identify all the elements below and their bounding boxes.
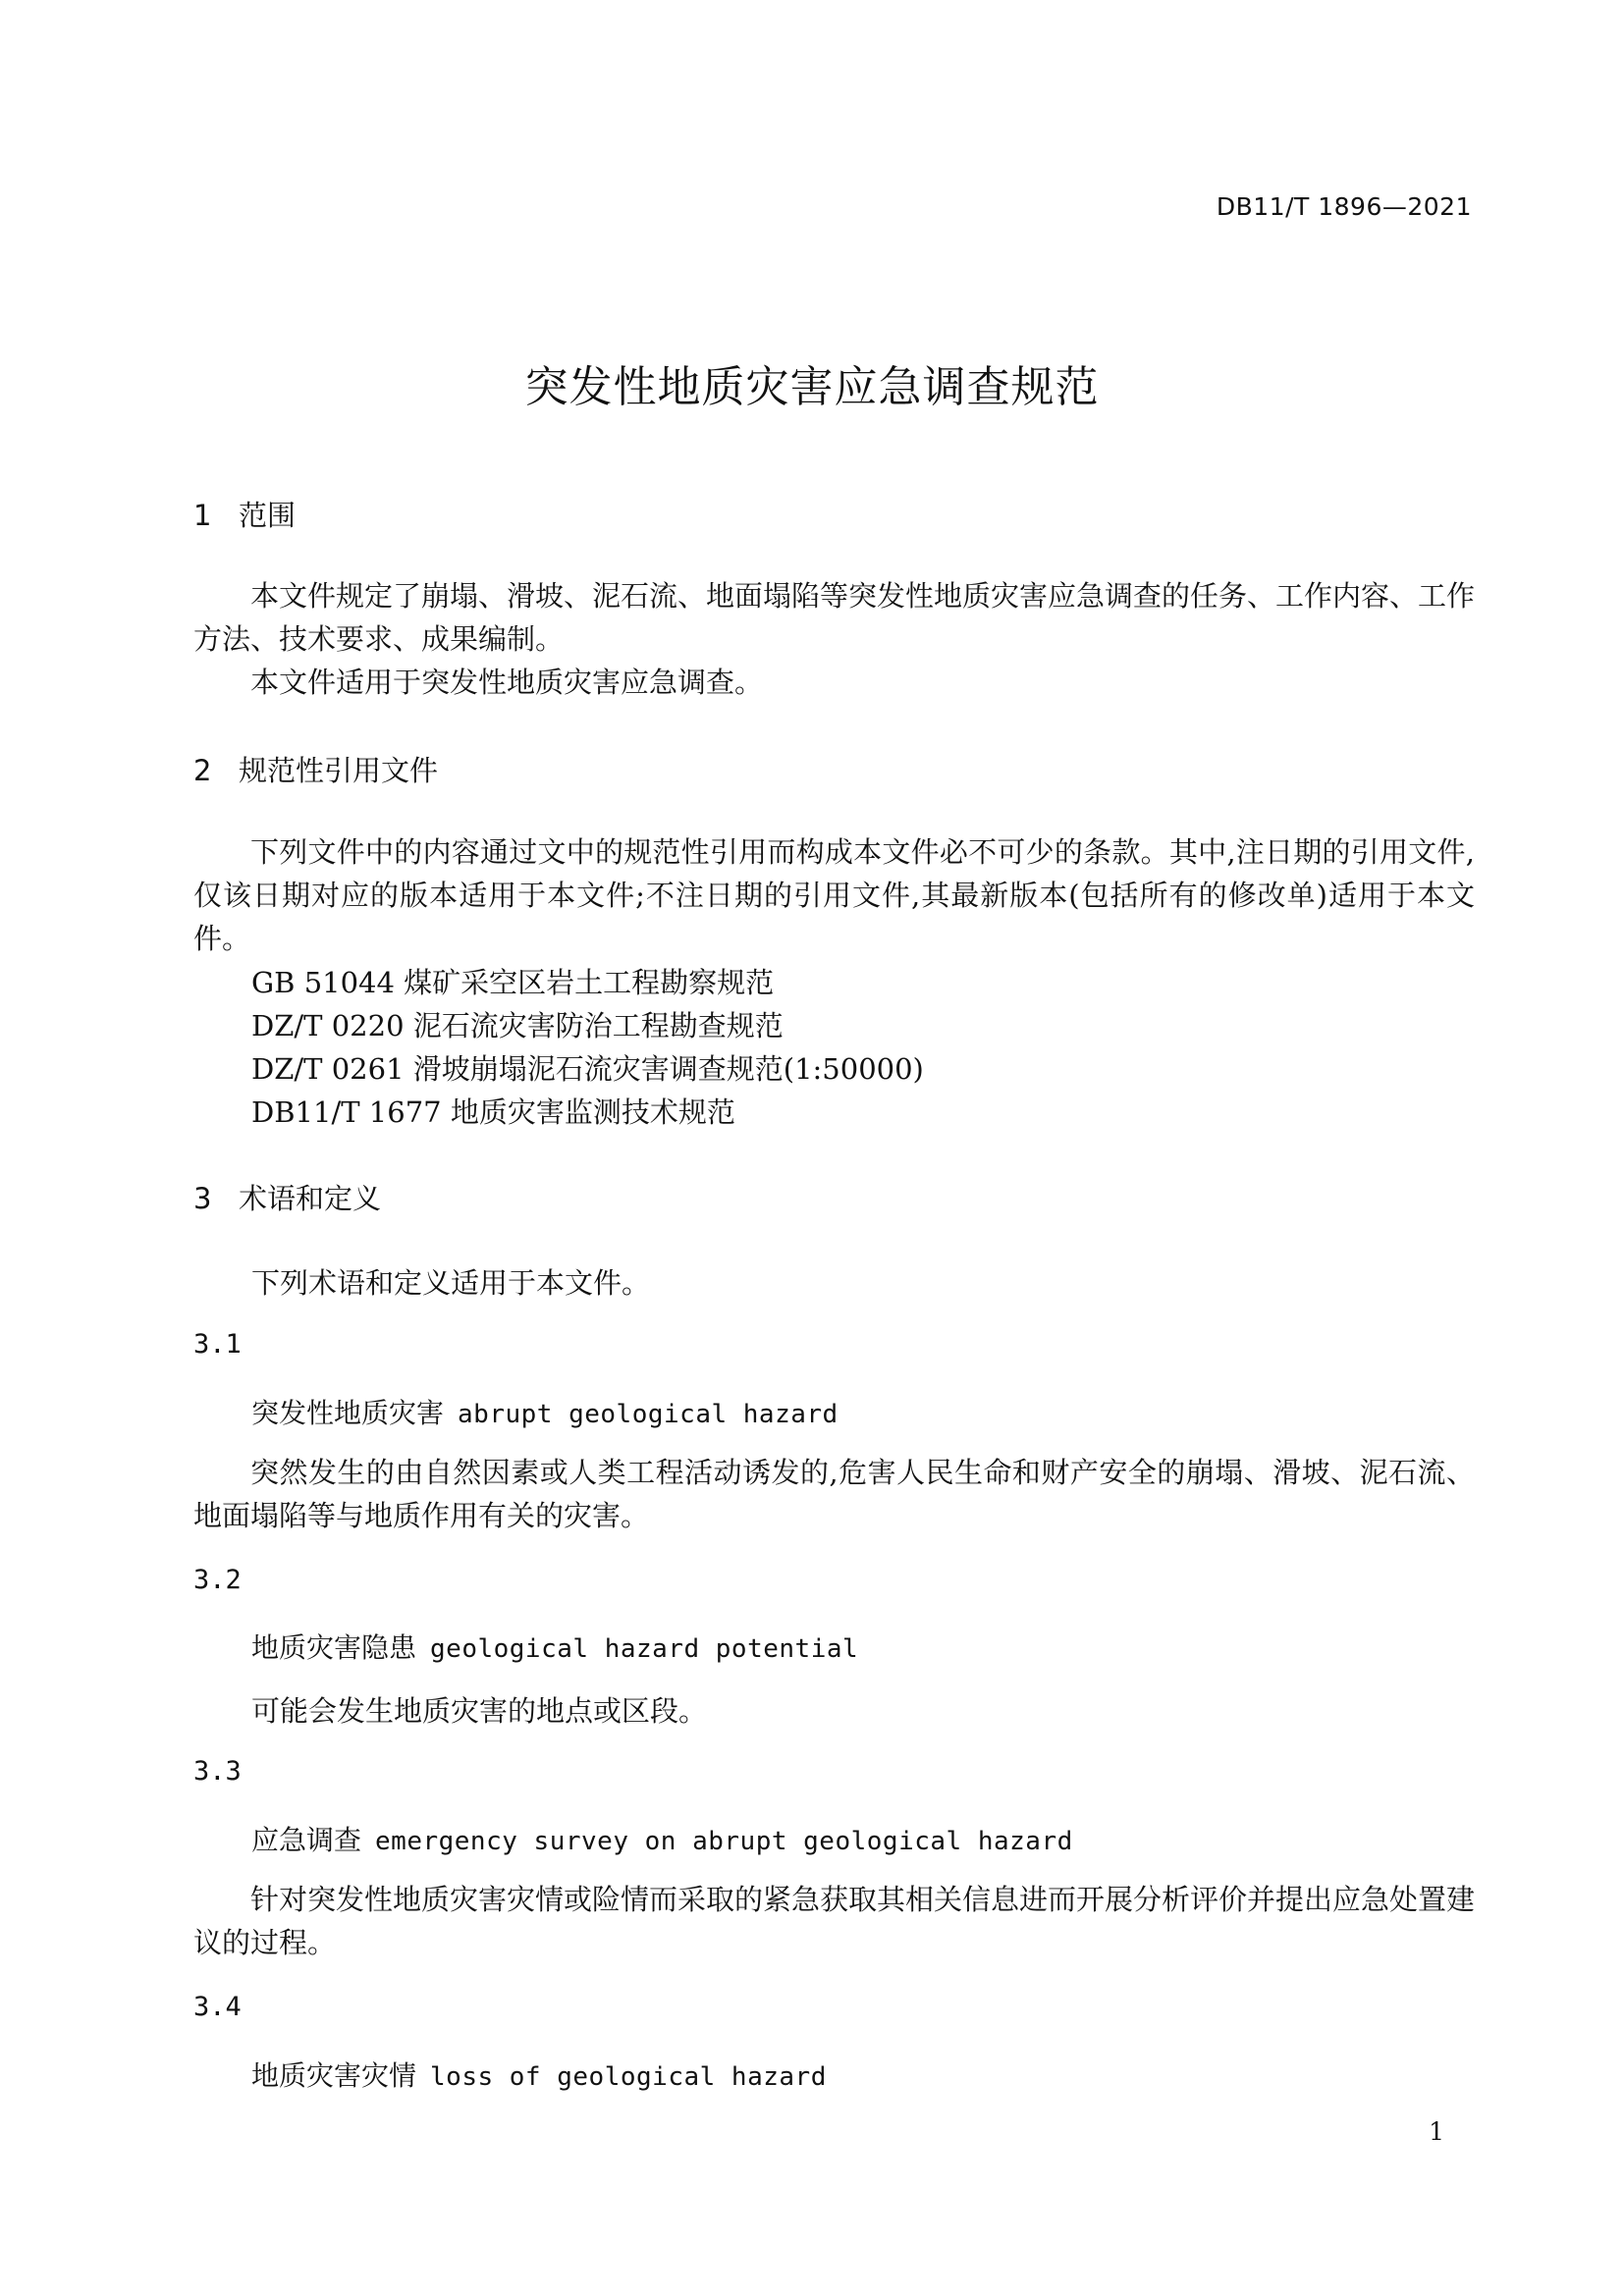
term-zh: 地质灾害灾情	[251, 2059, 417, 2092]
term-definition: 针对突发性地质灾害灾情或险情而采取的紧急获取其相关信息进而开展分析评价并提出应急处置建议的过程。	[193, 1883, 1476, 1959]
clause-number: 3.3	[193, 1756, 242, 1787]
section-3-intro: 下列术语和定义适用于本文件。	[251, 1266, 651, 1300]
section-number: 1	[193, 499, 212, 532]
section-number: 3	[193, 1182, 212, 1215]
term-heading	[251, 1819, 1073, 1858]
term-en: emergency survey on abrupt geological hazard	[375, 1827, 1073, 1856]
term-zh: 突发性地质灾害	[251, 1397, 445, 1429]
term-heading	[251, 2055, 827, 2094]
term-en: geological hazard potential	[430, 1634, 859, 1664]
term-zh: 应急调查	[251, 1824, 362, 1856]
section-title: 术语和定义	[239, 1182, 382, 1215]
clause-number: 3.4	[193, 1992, 242, 2022]
term-definition: 突然发生的由自然因素或人类工程活动诱发的,危害人民生命和财产安全的崩塌、滑坡、泥石流、地面塌陷等与地质作用有关的灾害。	[193, 1456, 1475, 1532]
term-heading	[251, 1627, 858, 1666]
section-number: 2	[193, 754, 212, 787]
section-2-intro: 下列文件中的内容通过文中的规范性引用而构成本文件必不可少的条款。其中,注日期的引用文件,仅该日期对应的版本适用于本文件;不注日期的引用文件,其最新版本(包括所有的修改单)适用于本文件。	[193, 835, 1475, 955]
clause-number: 3.1	[193, 1329, 242, 1360]
reference-item: DZ/T 0220 泥石流灾害防治工程勘查规范	[251, 1009, 784, 1042]
term-en: abrupt geological hazard	[458, 1400, 839, 1429]
section-1-paragraph-2: 本文件适用于突发性地质灾害应急调查。	[250, 666, 764, 699]
reference-item: DZ/T 0261 滑坡崩塌泥石流灾害调查规范(1:50000)	[251, 1052, 924, 1086]
document-title: 突发性地质灾害应急调查规范	[524, 362, 1100, 412]
standard-code: DB11/T 1896—2021	[1216, 192, 1472, 221]
term-heading	[251, 1392, 839, 1431]
term-en: loss of geological hazard	[430, 2062, 827, 2092]
term-zh: 地质灾害隐患	[251, 1631, 417, 1664]
section-1-heading	[193, 494, 296, 534]
clause-number: 3.2	[193, 1565, 242, 1595]
reference-item: DB11/T 1677 地质灾害监测技术规范	[251, 1095, 735, 1129]
section-3-heading	[193, 1177, 381, 1217]
section-2-heading	[193, 749, 438, 789]
page-number: 1	[1429, 2117, 1444, 2146]
section-1-paragraph-1: 本文件规定了崩塌、滑坡、泥石流、地面塌陷等突发性地质灾害应急调查的任务、工作内容、工作方法、技术要求、成果编制。	[193, 579, 1476, 656]
term-definition: 可能会发生地质灾害的地点或区段。	[251, 1694, 708, 1728]
section-title: 范围	[239, 499, 297, 532]
reference-item: GB 51044 煤矿采空区岩土工程勘察规范	[251, 966, 775, 999]
section-title: 规范性引用文件	[239, 754, 439, 787]
